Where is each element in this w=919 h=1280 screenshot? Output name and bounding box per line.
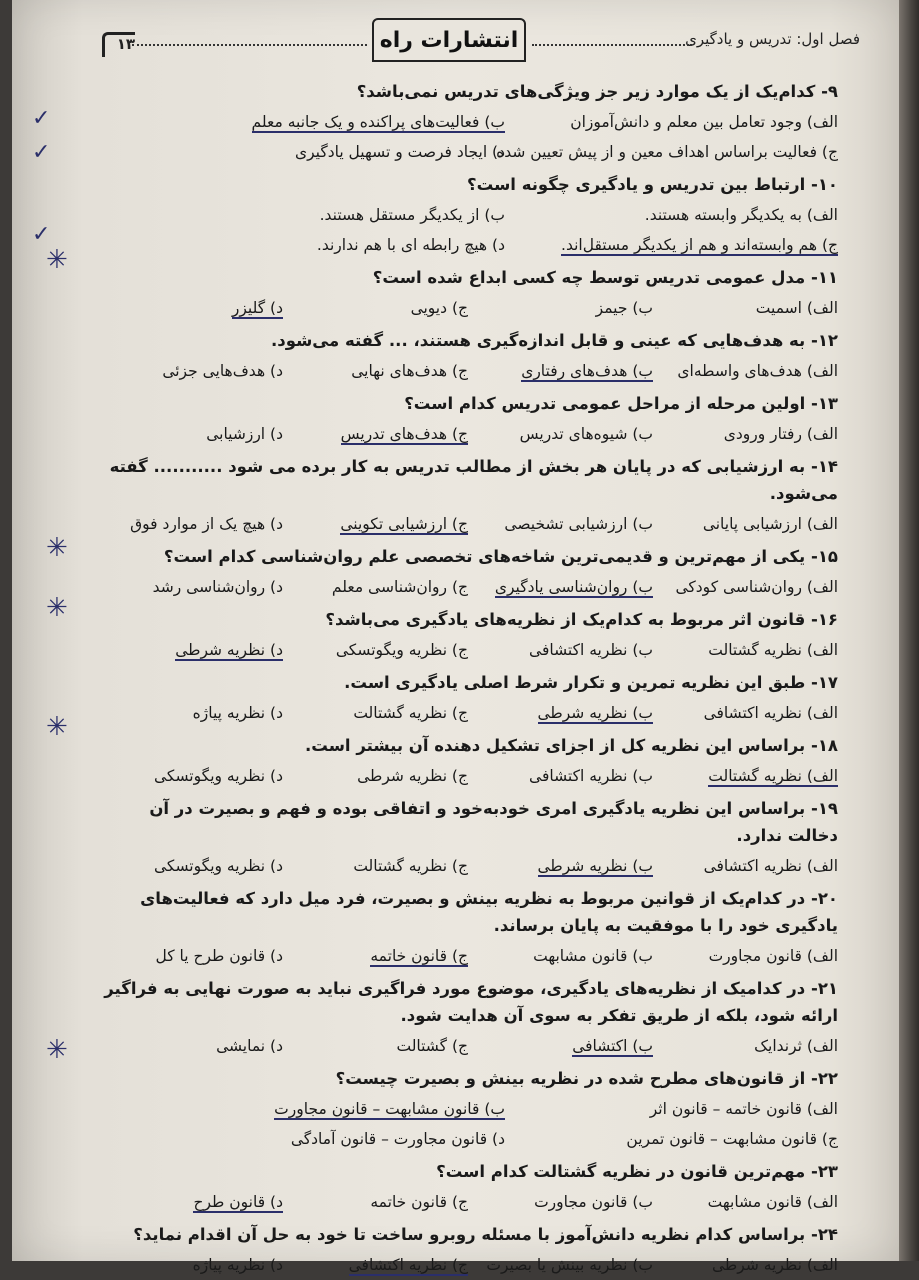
question-item — [98, 1065, 838, 1154]
question-stem: ۱۹- براساس این نظریه یادگیری امری خودبه‌خود و اتفاقی بوده و فهم و بصیرت در آن دخالت ندارد. — [149, 799, 838, 845]
answer-option — [468, 509, 653, 539]
answer-option — [468, 698, 653, 728]
book-spine — [899, 0, 919, 1261]
marked-answer: ب) هدف‌های رفتاری — [521, 362, 653, 380]
answer-text: الف) ثرندایک — [754, 1037, 838, 1055]
answer-option — [283, 293, 468, 323]
chapter-title: فصل اول: تدریس و یادگیری — [685, 30, 860, 48]
answer-options — [98, 1250, 838, 1280]
answer-option — [653, 1031, 838, 1061]
answer-text: د) ارزشیابی — [206, 425, 283, 443]
answer-text: ج) دیویی — [410, 299, 468, 317]
question-stem: ۹- کدام‌یک از یک موارد زیر جز ویژگی‌های تدریس نمی‌باشد؟ — [356, 82, 838, 101]
question-item — [98, 795, 838, 881]
answer-option — [98, 230, 505, 260]
marked-answer: ب) اکتشافی — [572, 1037, 653, 1055]
question-item — [98, 975, 838, 1061]
answer-option — [98, 509, 283, 539]
answer-option — [505, 107, 838, 137]
answer-option — [98, 1250, 283, 1280]
header-divider-left — [132, 44, 367, 46]
answer-option — [468, 635, 653, 665]
answer-text: ج) فعالیت براساس اهداف معین و از پیش تعیین شده — [496, 143, 838, 161]
book-page — [12, 0, 900, 1274]
answer-option — [98, 941, 283, 971]
marked-answer: د) گلیزر — [231, 299, 283, 317]
marked-answer: ج) نظریه اکتشافی — [348, 1256, 468, 1274]
answer-text: ب) جیمز — [595, 299, 653, 317]
answer-option — [283, 509, 468, 539]
answer-text: د) ایجاد فرصت و تسهیل یادگیری — [294, 143, 505, 161]
asterisk-icon: ✳ — [46, 593, 68, 623]
publisher-logo: انتشارات راه — [372, 18, 526, 62]
answer-option — [98, 698, 283, 728]
answer-text: ج) نظریه گشتالت — [353, 704, 468, 722]
answer-text: ب) ارزشیابی تشخیصی — [504, 515, 653, 533]
answer-text: ج) روان‌شناسی معلم — [331, 578, 468, 596]
answer-option — [283, 698, 468, 728]
answer-text: ب) از یکدیگر مستقل هستند. — [319, 206, 505, 224]
question-stem: ۱۷- طبق این نظریه تمرین و تکرار شرط اصلی یادگیری است. — [344, 673, 838, 692]
answer-text: د) هدف‌هایی جزئی — [162, 362, 283, 380]
answer-options — [98, 200, 838, 260]
answer-text: ب) قانون مشابهت — [533, 947, 653, 965]
marked-answer: د) نظریه شرطی — [175, 641, 283, 659]
answer-option — [283, 419, 468, 449]
answer-option — [98, 572, 283, 602]
answer-option — [283, 635, 468, 665]
question-stem: ۲۰- در کدام‌یک از قوانین مربوط به نظریه بینش و بصیرت، فرد میل دارد که فعالیت‌های یادگیری خود را با موفقیت به پایان برساند. — [140, 889, 838, 935]
answer-option — [283, 851, 468, 881]
answer-options — [98, 1094, 838, 1154]
answer-text: د) روان‌شناسی رشد — [152, 578, 283, 596]
question-item — [98, 1158, 838, 1217]
answer-text: الف) قانون مشابهت — [707, 1193, 838, 1211]
answer-text: د) هیچ یک از موارد فوق — [130, 515, 283, 533]
answer-options — [98, 356, 838, 386]
question-item — [98, 669, 838, 728]
answer-text: ج) نظریه گشتالت — [353, 857, 468, 875]
answer-option — [98, 356, 283, 386]
question-stem: ۲۱- در کدامیک از نظریه‌های یادگیری، موضوع مورد فراگیری نباید به صورت نهایی به فراگیر ارائه شود، بلکه از طریق تفکر به سوی آن هدایت شود. — [104, 979, 838, 1025]
answer-option — [653, 698, 838, 728]
answer-text: الف) قانون مجاورت — [708, 947, 838, 965]
answer-option — [505, 1124, 838, 1154]
answer-text: ج) گشتالت — [396, 1037, 468, 1055]
answer-text: الف) اسمیت — [755, 299, 838, 317]
question-list — [98, 74, 838, 1280]
answer-text: د) هیچ رابطه ای با هم ندارند. — [316, 236, 505, 254]
check-mark-icon: ✓ — [32, 106, 51, 131]
answer-option — [653, 419, 838, 449]
answer-text: د) نظریه ویگوتسکی — [154, 857, 283, 875]
asterisk-icon: ✳ — [46, 712, 68, 742]
answer-text: د) نمایشی — [216, 1037, 283, 1055]
question-item — [98, 390, 838, 449]
answer-option — [468, 1187, 653, 1217]
answer-option — [283, 1187, 468, 1217]
answer-option — [468, 1250, 653, 1280]
answer-option — [98, 761, 283, 791]
asterisk-icon: ✳ — [46, 245, 68, 275]
answer-text: الف) وجود تعامل بین معلم و دانش‌آموزان — [570, 113, 838, 131]
question-item — [98, 543, 838, 602]
answer-options — [98, 635, 838, 665]
answer-option — [496, 137, 838, 167]
answer-text: ب) شیوه‌های تدریس — [519, 425, 653, 443]
answer-option — [468, 1031, 653, 1061]
answer-option — [468, 941, 653, 971]
answer-option — [653, 1187, 838, 1217]
marked-answer: ج) ارزشیابی تکوینی — [340, 515, 468, 533]
answer-text: د) نظریه ویگوتسکی — [154, 767, 283, 785]
marked-answer: ب) قانون مشابهت – قانون مجاورت — [274, 1100, 505, 1118]
answer-option — [98, 107, 505, 137]
page-number: ۱۳ — [102, 32, 135, 57]
answer-options — [98, 1031, 838, 1061]
answer-text: ب) نظریه اکتشافی — [529, 767, 653, 785]
answer-option — [653, 851, 838, 881]
answer-option — [505, 1094, 838, 1124]
answer-text: الف) رفتار ورودی — [723, 425, 838, 443]
question-stem: ۱۸- براساس این نظریه کل از اجزای تشکیل دهنده آن بیشتر است. — [304, 736, 838, 755]
answer-option — [98, 200, 505, 230]
answer-text: الف) ارزشیابی پایانی — [702, 515, 838, 533]
answer-option — [468, 851, 653, 881]
question-item — [98, 885, 838, 971]
answer-options — [98, 698, 838, 728]
question-stem: ۱۴- به ارزشیابی که در پایان هر بخش از مطالب تدریس به کار برده می شود ........... گفته می‌شود. — [109, 457, 838, 503]
answer-options — [98, 107, 838, 167]
answer-text: د) نظریه پیاژه — [192, 1256, 283, 1274]
question-stem: ۱۰- ارتباط بین تدریس و یادگیری چگونه است؟ — [467, 175, 838, 194]
answer-options — [98, 1187, 838, 1217]
answer-options — [98, 851, 838, 881]
question-item — [98, 606, 838, 665]
answer-text: الف) به یکدیگر وابسته هستند. — [644, 206, 838, 224]
marked-answer: ج) قانون خاتمه — [370, 947, 468, 965]
question-item — [98, 327, 838, 386]
question-stem: ۲۴- براساس کدام نظریه دانش‌آموز با مسئله روبرو ساخت تا خود به حل آن اقدام نماید؟ — [133, 1225, 838, 1244]
answer-option — [98, 1124, 505, 1154]
answer-option — [98, 851, 283, 881]
answer-option — [98, 1187, 283, 1217]
answer-text: ب) نظریه اکتشافی — [529, 641, 653, 659]
answer-option — [653, 761, 838, 791]
answer-text: ب) نظریه بینش یا بصیرت — [486, 1256, 653, 1274]
answer-text: الف) نظریه اکتشافی — [703, 857, 838, 875]
question-stem: ۱۱- مدل عمومی تدریس توسط چه کسی ابداع شده است؟ — [372, 268, 838, 287]
answer-option — [653, 293, 838, 323]
question-item — [98, 1221, 838, 1280]
answer-option — [283, 761, 468, 791]
answer-option — [98, 635, 283, 665]
answer-option — [98, 419, 283, 449]
answer-option — [468, 419, 653, 449]
answer-option — [283, 941, 468, 971]
answer-text: ج) نظریه ویگوتسکی — [335, 641, 468, 659]
answer-option — [505, 230, 838, 260]
answer-text: الف) قانون خاتمه – قانون اثر — [649, 1100, 838, 1118]
answer-text: ب) قانون مجاورت — [534, 1193, 653, 1211]
answer-text: د) قانون مجاورت – قانون آمادگی — [290, 1130, 505, 1148]
marked-answer: ج) هم وابسته‌اند و هم از یکدیگر مستقل‌اند. — [561, 236, 838, 254]
answer-option — [653, 635, 838, 665]
marked-answer: ب) روان‌شناسی یادگیری — [494, 578, 653, 596]
answer-option — [653, 941, 838, 971]
answer-options — [98, 761, 838, 791]
answer-option — [283, 1031, 468, 1061]
answer-option — [468, 356, 653, 386]
marked-answer: د) قانون طرح — [193, 1193, 283, 1211]
marked-answer: ج) هدف‌های تدریس — [340, 425, 468, 443]
answer-option — [98, 293, 283, 323]
answer-option — [653, 509, 838, 539]
question-item — [98, 78, 838, 167]
answer-option — [98, 137, 505, 167]
check-mark-icon: ✓ — [32, 222, 51, 247]
check-mark-icon: ✓ — [32, 140, 51, 165]
answer-text: ج) هدف‌های نهایی — [351, 362, 468, 380]
asterisk-icon: ✳ — [46, 533, 68, 563]
header-divider-right — [532, 44, 692, 46]
answer-text: الف) روان‌شناسی کودکی — [675, 578, 838, 596]
answer-text: الف) نظریه گشتالت — [708, 641, 838, 659]
answer-text: ج) نظریه شرطی — [357, 767, 468, 785]
question-stem: ۱۶- قانون اثر مربوط به کدام‌یک از نظریه‌های یادگیری می‌باشد؟ — [325, 610, 838, 629]
answer-text: ج) قانون مشابهت – قانون تمرین — [626, 1130, 838, 1148]
answer-options — [98, 419, 838, 449]
answer-text: د) نظریه پیاژه — [192, 704, 283, 722]
question-stem: ۱۳- اولین مرحله از مراحل عمومی تدریس کدام است؟ — [404, 394, 838, 413]
answer-text: الف) هدف‌های واسطه‌ای — [677, 362, 838, 380]
marked-answer: ب) نظریه شرطی — [537, 704, 653, 722]
answer-option — [653, 356, 838, 386]
answer-text: الف) نظریه اکتشافی — [703, 704, 838, 722]
question-stem: ۱۵- یکی از مهم‌ترین و قدیمی‌ترین شاخه‌های تخصصی علم روان‌شناسی کدام است؟ — [163, 547, 838, 566]
question-stem: ۱۲- به هدف‌هایی که عینی و قابل اندازه‌گیری هستند، ... گفته می‌شود. — [270, 331, 838, 350]
answer-option — [505, 200, 838, 230]
answer-text: ج) قانون خاتمه — [370, 1193, 468, 1211]
asterisk-icon: ✳ — [46, 1035, 68, 1065]
question-stem: ۲۲- از قانون‌های مطرح شده در نظریه بینش و بصیرت چیست؟ — [335, 1069, 838, 1088]
answer-option — [468, 293, 653, 323]
answer-options — [98, 293, 838, 323]
answer-option — [653, 572, 838, 602]
answer-option — [468, 572, 653, 602]
answer-options — [98, 509, 838, 539]
answer-options — [98, 941, 838, 971]
marked-answer: ب) نظریه شرطی — [537, 857, 653, 875]
marked-answer: ب) فعالیت‌های پراکنده و یک جانبه معلم — [251, 113, 505, 131]
answer-text: د) قانون طرح یا کل — [155, 947, 283, 965]
marked-answer: الف) نظریه گشتالت — [708, 767, 838, 785]
answer-option — [653, 1250, 838, 1280]
page-header — [102, 18, 860, 68]
answer-option — [98, 1094, 505, 1124]
answer-option — [283, 1250, 468, 1280]
answer-option — [283, 572, 468, 602]
question-item — [98, 732, 838, 791]
question-item — [98, 171, 838, 260]
answer-option — [98, 1031, 283, 1061]
answer-option — [468, 761, 653, 791]
answer-options — [98, 572, 838, 602]
question-stem: ۲۳- مهم‌ترین قانون در نظریه گشتالت کدام است؟ — [436, 1162, 838, 1181]
question-item — [98, 453, 838, 539]
answer-option — [283, 356, 468, 386]
answer-text: الف) نظریه شرطی — [712, 1256, 838, 1274]
question-item — [98, 264, 838, 323]
